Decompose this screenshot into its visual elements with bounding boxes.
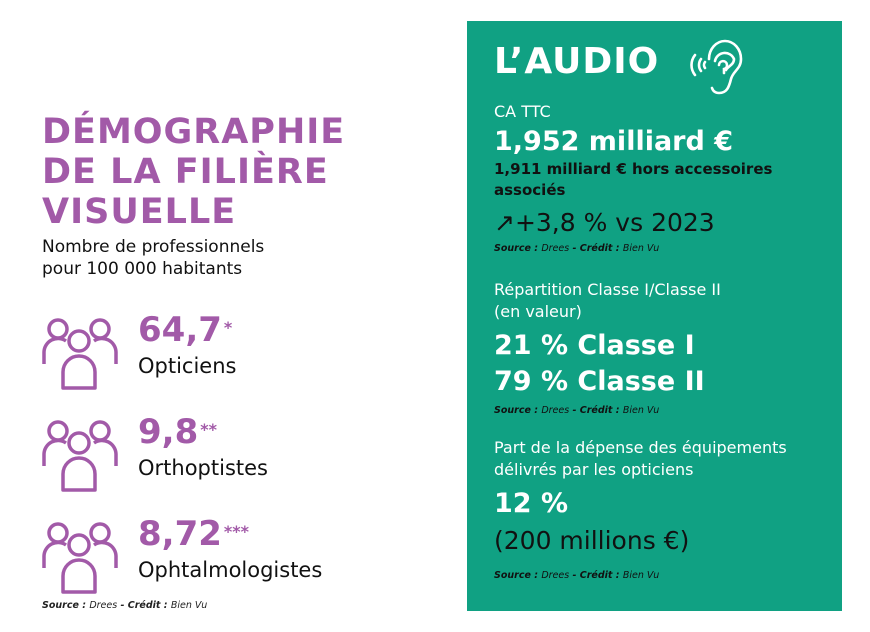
title-line-1: DÉMOGRAPHIE [42, 112, 346, 152]
ophtalmologistes-value: 8,72 *** [138, 514, 249, 554]
opticiens-value: 64,7 * [138, 310, 233, 350]
people-group-icon [42, 518, 118, 594]
demography-subtitle [42, 236, 442, 280]
ca-value: 1,952 milliard € [494, 126, 734, 157]
profession-orthoptistes [42, 412, 442, 492]
repartition-label [494, 279, 721, 323]
people-group-icon [42, 416, 118, 492]
trend-up-arrow-icon: ↗ [494, 208, 515, 237]
ophtalmologistes-label: Ophtalmologistes [138, 558, 323, 582]
ear-hearing-icon [687, 37, 743, 97]
repartition-line-2: (en valeur) [494, 302, 582, 321]
part-line-2: délivrés par les opticiens [494, 460, 694, 479]
demography-section [42, 112, 442, 280]
classe-1-value: 21 % Classe I [494, 330, 695, 361]
repartition-line-1: Répartition Classe I/Classe II [494, 280, 721, 299]
orthoptistes-label: Orthoptistes [138, 456, 268, 480]
audio-panel [467, 21, 842, 611]
profession-opticiens [42, 310, 442, 390]
subtitle-line-1: Nombre de professionnels [42, 237, 265, 257]
audio-source-1: Source : Drees - Crédit : Bien Vu [494, 243, 660, 254]
opticiens-label: Opticiens [138, 354, 237, 378]
classe-2-value: 79 % Classe II [494, 366, 705, 397]
orthoptistes-value: 9,8 ** [138, 412, 217, 452]
audio-source-2: Source : Drees - Crédit : Bien Vu [494, 405, 660, 416]
profession-ophtalmologistes [42, 514, 442, 594]
subtitle-line-2: pour 100 000 habitants [42, 259, 243, 279]
demography-title [42, 112, 442, 232]
ca-note-line-2: associés [494, 181, 566, 199]
part-line-1: Part de la dépense des équipements [494, 438, 787, 457]
ca-note [494, 159, 772, 201]
part-label [494, 437, 787, 481]
part-amount: (200 millions €) [494, 526, 690, 555]
title-line-2: DE LA FILIÈRE [42, 152, 329, 192]
people-group-icon [42, 314, 118, 390]
audio-source-3: Source : Drees - Crédit : Bien Vu [494, 570, 660, 581]
ca-note-line-1: 1,911 milliard € hors accessoires [494, 160, 773, 178]
ca-label: CA TTC [494, 102, 551, 121]
title-line-3: VISUELLE [42, 192, 237, 232]
growth: ↗+3,8 % vs 2023 [494, 208, 715, 237]
audio-title: L’AUDIO [494, 41, 660, 82]
left-source: Source : Drees - Crédit : Bien Vu [42, 600, 208, 611]
part-value: 12 % [494, 488, 569, 519]
